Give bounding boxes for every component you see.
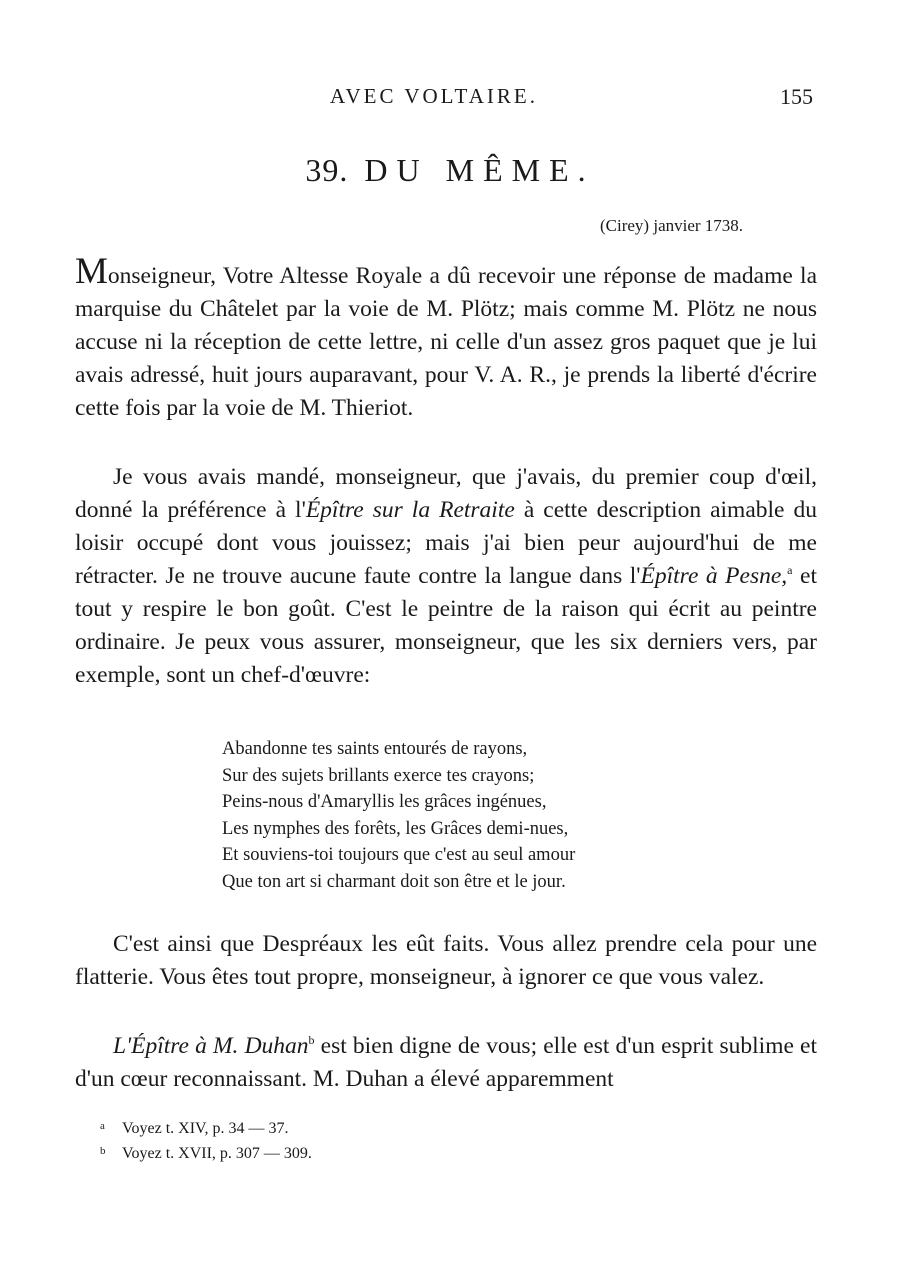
verse-line: Et souviens-toi toujours que c'est au seul amour (222, 845, 576, 865)
place-date: (Cirey) janvier 1738. (600, 216, 744, 235)
paragraph-4 (75, 1030, 817, 1096)
running-title: AVEC VOLTAIRE. (330, 84, 538, 108)
paragraph-2-part-b: à cette description aimable du loisir occupé dont vous jouissez; mais j'ai bien peur aujourd'hui de me rétracter. Je ne trouve aucune faute contre la langue dans l' (75, 497, 818, 589)
paragraph-1-text (75, 253, 817, 425)
footnote-ref-b: b (308, 1033, 315, 1047)
footnote-mark: a (100, 1120, 105, 1132)
work-title-pesne: Épître à Pesne, (640, 563, 788, 589)
footnote-text: Voyez t. XVII, p. 307 — 309. (122, 1145, 312, 1162)
paragraph-2 (75, 461, 817, 692)
verse-line: Que ton art si charmant doit son être et le jour. (222, 871, 566, 892)
footnote (100, 1140, 312, 1165)
paragraph-3-text: C'est ainsi que Despréaux les eût faits. Vous allez prendre cela pour une flatterie. Vous êtes tout propre, monseigneur, à ignorer ce que vous valez. (75, 931, 817, 990)
running-head (0, 84, 900, 114)
letter-title: DU MÊME. (364, 152, 595, 188)
letter-number: 39. (305, 152, 349, 188)
footnotes (100, 1115, 312, 1165)
letter-heading (0, 152, 900, 189)
verse-line: Abandonne tes saints entourés de rayons, (222, 739, 528, 759)
page-number: 155 (780, 84, 813, 109)
paragraph-2-part-c: et tout y respire le bon goût. C'est le peintre de la raison qui écrit au peintre ordinaire. Je peux vous assurer, monseigneur, que les six derniers vers, par exemple, sont un chef-d'œuvre: (75, 563, 817, 688)
paragraph-4-body: est bien digne de vous; elle est d'un esprit sublime et d'un cœur reconnaissant. M. Duhan a élevé apparemment (75, 1033, 818, 1092)
paragraph-4-text (75, 1030, 817, 1096)
footnote-mark: b (100, 1145, 106, 1157)
drop-cap: M (75, 251, 108, 292)
paragraph-3 (75, 928, 817, 994)
paragraph-1-body: onseigneur, Votre Altesse Royale a dû recevoir une réponse de madame la marquise du Châtelet par la voie de M. Plötz; mais comme M. Plötz ne nous accuse ni la réception de cette lettre, ni celle d'un assez gros paquet que je lui avais adressé, huit jours auparavant, pour V. A. R., je prends la liberté d'écrire cette fois par la voie de M. Thieriot. (75, 263, 817, 421)
paragraph-2-part-a: Je vous avais mandé, monseigneur, que j'avais, du premier coup d'œil, donné la préférence à l' (75, 464, 817, 523)
work-title-duhan: L'Épître à M. Duhan (113, 1033, 309, 1059)
work-title-retraite: Épître sur la Retraite (305, 497, 515, 523)
footnote-text: Voyez t. XIV, p. 34 — 37. (122, 1120, 289, 1137)
verse-quote (222, 736, 682, 895)
paragraph-1 (75, 253, 817, 425)
verse-line: Peins-nous d'Amaryllis les grâces ingénues, (222, 792, 547, 812)
footnote-ref-a: a (787, 563, 793, 577)
verse-line: Les nymphes des forêts, les Grâces demi-nues, (222, 818, 569, 839)
verse-line: Sur des sujets brillants exerce tes crayons; (222, 765, 535, 786)
footnote (100, 1115, 312, 1140)
paragraph-2-text (75, 461, 817, 692)
